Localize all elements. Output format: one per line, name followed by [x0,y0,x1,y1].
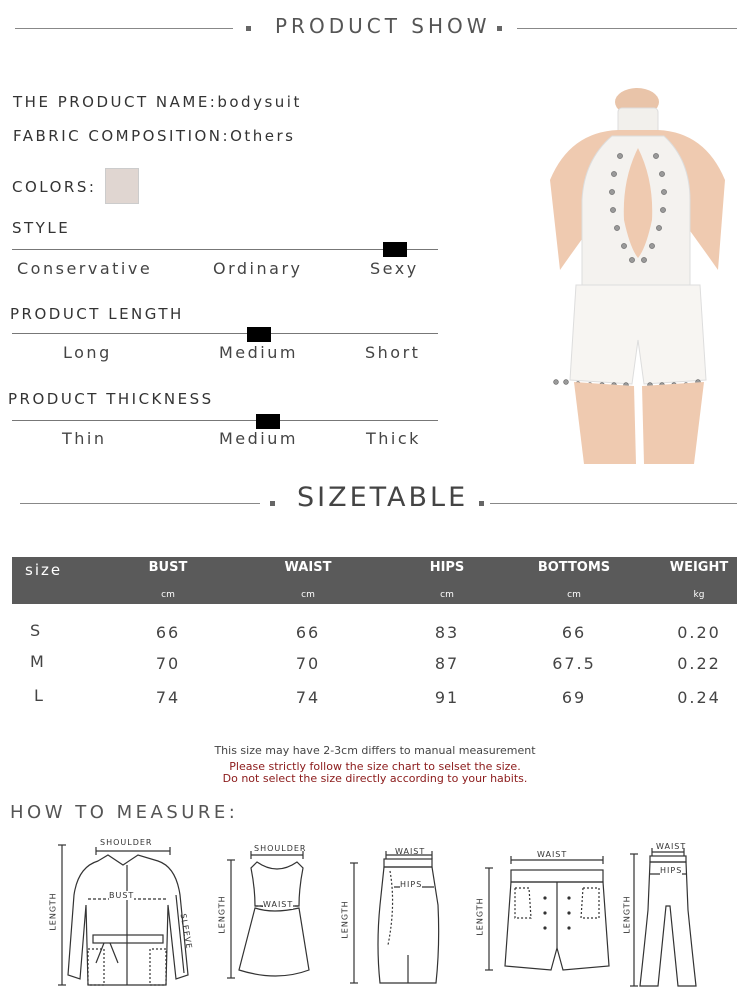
header-square [246,26,251,31]
color-swatch[interactable] [105,168,139,204]
thickness-option-medium: Medium [219,429,298,448]
cell-waist-s: 66 [295,623,321,642]
thickness-option-thick: Thick [366,429,421,448]
pants-length-label: LENGTH [622,895,632,934]
style-option-ordinary: Ordinary [213,259,303,278]
thickness-title: PRODUCT THICKNESS [8,390,214,408]
shorts-waist-label: WAIST [537,850,568,859]
jacket-diagram [48,835,198,995]
th-size: size [25,561,63,579]
jacket-shoulder-label: SHOULDER [100,838,153,847]
dress-diagram [215,840,315,990]
thickness-scale-line [12,420,438,421]
length-option-medium: Medium [219,343,298,362]
cell-weight-l: 0.24 [677,688,721,707]
style-marker [383,242,407,257]
cell-bottoms-s: 66 [561,623,587,642]
sizetable-square [270,501,275,506]
cell-bust-s: 66 [155,623,181,642]
pants-hips-label: HIPS [660,866,683,875]
jacket-bust-label: BUST [109,891,135,900]
pants-waist-label: WAIST [656,842,687,851]
th-hips: HIPS [429,560,465,575]
shorts-diagram [475,848,625,978]
how-to-measure-title: HOW TO MEASURE: [10,802,239,823]
unit-weight: kg [693,590,705,600]
length-marker [247,327,271,342]
product-photo [540,80,740,470]
shorts-length-label: LENGTH [475,897,485,936]
cell-weight-m: 0.22 [677,654,721,673]
cell-size-l: L [34,686,45,705]
size-table-header [12,557,737,604]
thickness-option-thin: Thin [62,429,107,448]
header-rule-left [15,28,233,29]
cell-waist-l: 74 [295,688,321,707]
note-habits: Do not select the size directly according to your habits. [222,772,528,785]
th-bust: BUST [148,560,188,575]
note-follow-chart: Please strictly follow the size chart to selset the size. [229,760,521,773]
cell-bottoms-l: 69 [561,688,587,707]
jacket-sleeve-label: SLEEVE [178,912,194,951]
skirt-hips-label: HIPS [400,880,423,889]
product-name-value: bodysuit [217,93,302,111]
unit-bottoms: cm [567,590,581,600]
cell-bust-m: 70 [155,654,181,673]
length-scale-line [12,333,438,334]
jacket-length-label: LENGTH [48,892,58,931]
cell-waist-m: 70 [295,654,321,673]
th-weight: WEIGHT [669,560,729,575]
style-option-conservative: Conservative [17,259,153,278]
fabric-label: FABRIC COMPOSITION: [13,127,231,145]
sizetable-rule-right [490,503,737,504]
header-square [497,26,502,31]
colors-label: COLORS: [12,178,97,196]
cell-hips-m: 87 [434,654,460,673]
th-waist: WAIST [284,560,332,575]
header-rule-right [517,28,737,29]
style-option-sexy: Sexy [370,259,419,278]
length-option-long: Long [63,343,112,362]
product-name-label: THE PRODUCT NAME: [13,93,218,111]
style-scale-line [12,249,438,250]
sizetable-rule-left [20,503,260,504]
product-show-title: PRODUCT SHOW [275,14,491,38]
pants-diagram [620,840,720,990]
cell-size-m: M [30,652,46,671]
skirt-diagram [336,845,446,990]
cell-hips-s: 83 [434,623,460,642]
fabric-value: Others [230,127,296,145]
cell-weight-s: 0.20 [677,623,721,642]
unit-hips: cm [440,590,454,600]
fabric-row [13,127,295,145]
dress-shoulder-label: SHOULDER [254,844,307,853]
unit-waist: cm [301,590,315,600]
unit-bust: cm [161,590,175,600]
skirt-waist-label: WAIST [395,847,426,856]
skirt-length-label: LENGTH [340,900,350,939]
dress-length-label: LENGTH [217,895,227,934]
length-option-short: Short [365,343,421,362]
cell-bust-l: 74 [155,688,181,707]
cell-hips-l: 91 [434,688,460,707]
product-name-row [13,93,302,111]
style-title: STYLE [12,219,71,237]
note-measurement: This size may have 2-3cm differs to manual measurement [214,744,536,757]
dress-waist-label: WAIST [263,900,294,909]
cell-bottoms-m: 67.5 [552,654,596,673]
length-title: PRODUCT LENGTH [10,305,184,323]
cell-size-s: S [30,621,43,640]
thickness-marker [256,414,280,429]
sizetable-square [479,501,484,506]
th-bottoms: BOTTOMS [537,560,611,575]
sizetable-title: SIZETABLE [297,482,469,513]
